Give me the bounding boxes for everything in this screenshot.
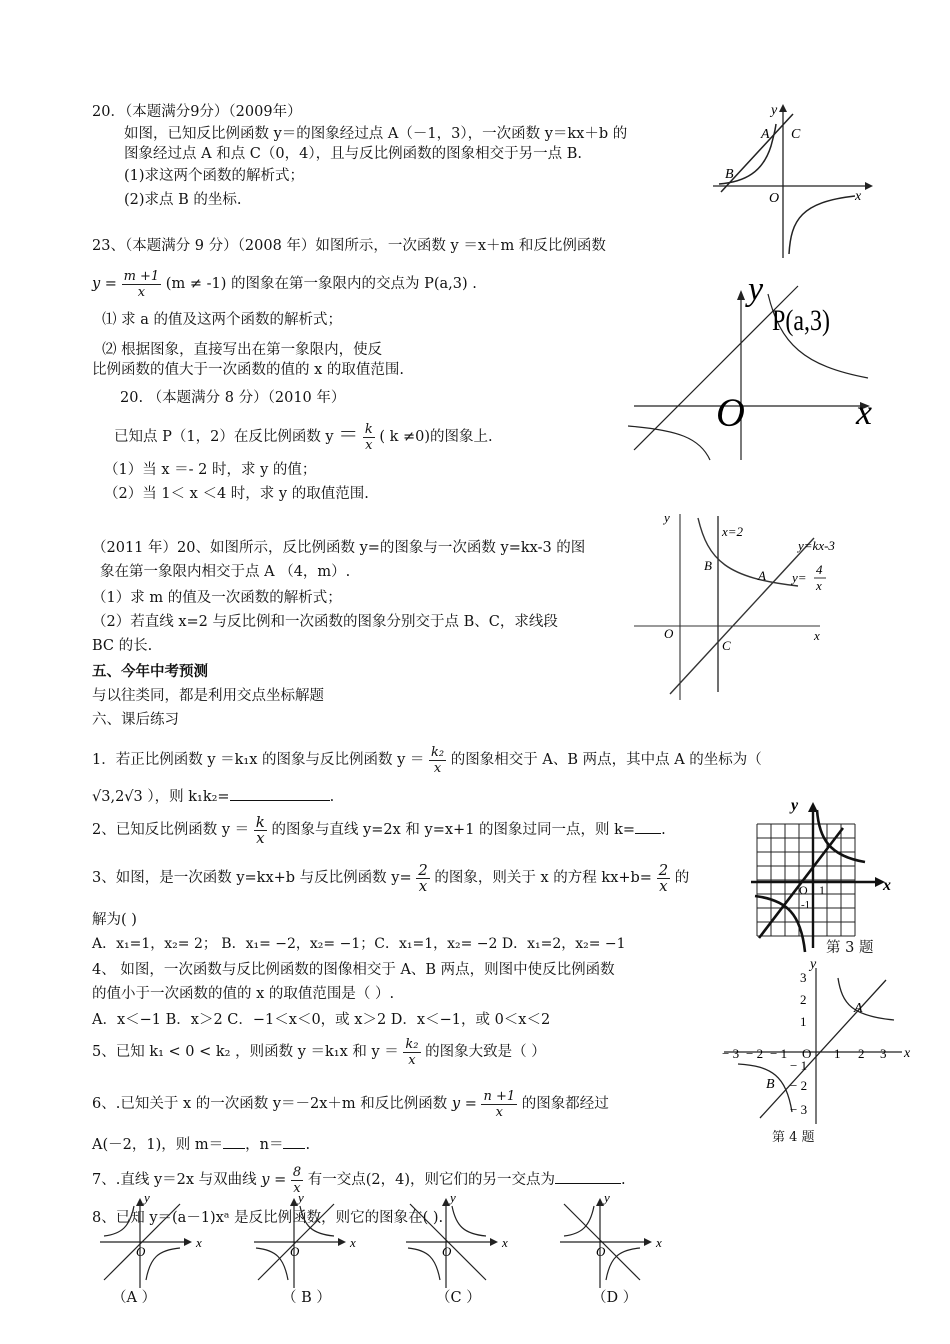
p1-line1 xyxy=(92,744,762,784)
p8c-label-o: O xyxy=(442,1244,452,1259)
p4-label-a: A xyxy=(854,1001,863,1016)
p6-text-l2b: ，n＝ xyxy=(245,1137,284,1153)
p6-m-blank[interactable] xyxy=(223,1134,245,1149)
q2008-eq-rest: (m ≠ -1) 的图象在第一象限内的交点为 P(a,3) . xyxy=(165,276,477,292)
q2009-part1: (1)求这两个函数的解析式； xyxy=(124,168,305,184)
p2-answer-blank[interactable] xyxy=(635,819,661,834)
p1-frac-den: x xyxy=(433,760,442,776)
p8c-x-arrow xyxy=(490,1238,498,1246)
p4-ytick-4: − 2 xyxy=(790,1078,808,1093)
q2009-part2: (2)求点 B 的坐标. xyxy=(124,192,242,208)
q2011-label-y: y xyxy=(664,510,670,525)
q2009-heading: 20．（本题满分9分）（2009年） xyxy=(92,104,302,120)
p8c-label-y: y xyxy=(450,1192,456,1205)
q2011-label-hyp-num: 4 xyxy=(816,562,823,577)
q2008-frac-num: m +1 xyxy=(123,268,160,284)
q2009-y-arrow xyxy=(779,104,787,112)
p3-frac2-num: 2 xyxy=(658,860,669,879)
p3-frac-num: 2 xyxy=(418,860,428,879)
q2009-label-a: A xyxy=(761,127,770,142)
q2010-frac-den: x xyxy=(365,437,373,453)
p4-ytick-1: 2 xyxy=(800,992,807,1007)
p3-grid xyxy=(757,824,855,936)
p7-text-a: 7、.直线 y＝2x 与双曲线 xyxy=(92,1172,257,1188)
q2010-fraction xyxy=(363,422,375,453)
q2008-label-x: x xyxy=(856,392,872,432)
p6-frac-num: n +1 xyxy=(483,1088,516,1104)
p8a-hyp-1 xyxy=(104,1206,134,1236)
p3-line2: 解为( ) xyxy=(92,912,137,928)
q2011-label-a: A xyxy=(758,568,766,583)
p4-label-x: x xyxy=(904,1046,911,1061)
p1-text-a: 1．若正比例函数 y ＝k₁x 的图象与反比例函数 y ＝ xyxy=(92,752,425,768)
q2011-line-kx xyxy=(670,538,814,694)
p5-text-b: 的图象大致是（ ） xyxy=(425,1044,546,1060)
p6-frac-den: x xyxy=(495,1104,503,1120)
p4-hyperbola-left xyxy=(738,1064,792,1112)
p4-figure xyxy=(718,960,918,1126)
p2-text-a: 2、已知反比例函数 y ＝ xyxy=(92,822,250,838)
p3-options: A．x₁=1，x₂= 2； B．x₁= −2，x₂= −1；C．x₁=1，x₂= −2 D．x₁=2，x₂= −1 xyxy=(92,936,626,952)
q2011-label-hyp-den: x xyxy=(816,578,822,593)
p6-n-blank[interactable] xyxy=(283,1134,305,1149)
p8-option-b[interactable]: （ B ） xyxy=(282,1290,331,1306)
q2009-label-c: C xyxy=(791,127,801,142)
p6-text-l2: A(－2，1)，则 m＝ xyxy=(92,1137,224,1153)
p4-line1: 4、 如图，一次函数与反比例函数的图像相交于 A、B 两点，则图中使反比例函数 xyxy=(92,962,615,978)
q2010-line1-a: 已知点 P（1，2）在反比例函数 y xyxy=(114,429,334,445)
q2009-label-b: B xyxy=(725,167,734,182)
p7-frac-num: 8 xyxy=(292,1164,302,1180)
p1-answer-blank[interactable] xyxy=(230,786,330,801)
p8d-hyp-1 xyxy=(564,1206,594,1236)
q2011-figure xyxy=(630,508,850,702)
p7-eq: y = xyxy=(261,1172,287,1188)
q2008-eq-lhs: y = xyxy=(92,276,117,292)
q2010-line1 xyxy=(114,418,493,458)
q2008-label-y: y xyxy=(748,272,764,308)
q2010-part1: （1）当 x ＝- 2 时，求 y 的值； xyxy=(104,462,317,478)
p4-xtick-5: 3 xyxy=(880,1046,887,1061)
p4-line2: 的值小于一次函数的值的 x 的取值范围是（ ）. xyxy=(92,986,395,1002)
p5-line xyxy=(92,1036,546,1080)
p3-line1 xyxy=(92,862,689,906)
p8d-y-arrow xyxy=(596,1198,604,1206)
q2009-label-x: x xyxy=(855,189,862,204)
p8a-label-x: x xyxy=(196,1235,202,1250)
p8b-x-arrow xyxy=(338,1238,346,1246)
p4-label-y: y xyxy=(810,960,817,972)
section5-title: 五、今年中考预测 xyxy=(92,664,208,680)
p3-frac-den: x xyxy=(418,876,428,895)
q2011-label-o: O xyxy=(664,626,674,641)
p5-frac-den: x xyxy=(408,1052,416,1068)
q2009-line2: 图象经过点 A 和点 C（0，4），且与反比例函数的图象相交于另一点 B. xyxy=(124,146,582,162)
p3-text-c: 的 xyxy=(674,870,690,886)
p6-fraction xyxy=(481,1089,517,1120)
q2011-label-hyp: y= xyxy=(792,570,807,585)
p8-line: 8、已知 y＝(a－1)xᵃ 是反比例函数，则它的图象在( ). xyxy=(92,1210,444,1226)
p8a-label-y: y xyxy=(144,1192,150,1205)
p4-ytick-2: 1 xyxy=(800,1014,807,1029)
p8b-hyp-2 xyxy=(256,1248,288,1280)
p2-fraction xyxy=(254,812,267,847)
q2008-part2-cont: 比例函数的值大于一次函数的值的 x 的取值范围. xyxy=(92,362,405,378)
q2010-line1-b: ( k ≠0)的图象上. xyxy=(379,429,493,445)
p8a-y-arrow xyxy=(136,1198,144,1206)
q2011-part2-cont: BC 的长. xyxy=(92,638,153,654)
p7-frac-den: x xyxy=(293,1180,301,1196)
p4-label-o: O xyxy=(802,1046,812,1061)
q2010-heading: 20. （本题满分 8 分）（2010 年） xyxy=(120,390,346,406)
p8d-x-arrow xyxy=(644,1238,652,1246)
p7-text-b: 有一交点(2，4)，则它们的另一交点为 xyxy=(307,1172,555,1188)
p7-fraction xyxy=(291,1165,303,1196)
p3-label-neg1: -1 xyxy=(801,899,811,911)
p8b-label-x: x xyxy=(350,1235,356,1250)
p8a-x-arrow xyxy=(184,1238,192,1246)
p2-text-b: 的图象与直线 y=2x 和 y=x+1 的图象过同一点，则 k= xyxy=(271,822,636,838)
p3-text-b: 的图象，则关于 x 的方程 kx+b= xyxy=(434,870,652,886)
p8c-hyp-2 xyxy=(408,1248,440,1280)
p8c-label-x: x xyxy=(502,1235,508,1250)
q2011-hyperbola xyxy=(698,518,798,586)
q2011-label-x2: x=2 xyxy=(722,524,744,539)
section5-text: 与以往类同，都是利用交点坐标解题 xyxy=(92,688,324,704)
p8-figure-a xyxy=(96,1192,216,1292)
p3-hyperbola-left xyxy=(755,896,805,952)
q2008-label-o: O xyxy=(716,390,745,435)
q2009-label-o: O xyxy=(769,191,780,206)
p6-line2 xyxy=(92,1134,310,1155)
q2011-label-b: B xyxy=(704,558,712,573)
q2008-label-p: P(a,3) xyxy=(772,303,830,337)
p4-xtick-0: − 3 xyxy=(722,1046,740,1061)
q2009-x-arrow xyxy=(865,182,873,190)
p1-text-b: 的图象相交于 A、B 两点，其中点 A 的坐标为（ xyxy=(450,752,762,768)
p3-label-y: y xyxy=(791,798,799,814)
p8d-label-o: O xyxy=(596,1244,606,1259)
q2011-label-kx: y=kx-3 xyxy=(798,538,835,553)
q2008-part2: ⑵ 根据图象，直接写出在第一象限内，使反 xyxy=(102,342,383,358)
p1-text-d: . xyxy=(329,789,335,805)
q2011-part1: （1）求 m 的值及一次函数的解析式； xyxy=(92,590,342,606)
p8-figure-d xyxy=(556,1192,676,1292)
p8-option-a[interactable]: （A ） xyxy=(112,1290,157,1306)
p3-label-x: x xyxy=(883,877,891,894)
p3-figure xyxy=(745,798,895,956)
p6-line1 xyxy=(92,1088,609,1132)
p8d-label-y: y xyxy=(604,1192,610,1205)
p4-xtick-3: 1 xyxy=(834,1046,841,1061)
q2008-figure xyxy=(628,272,888,462)
q2011-line2: 象在第一象限内相交于点 A （4，m）. xyxy=(100,564,351,580)
p2-frac-num: k xyxy=(255,812,265,831)
p5-fraction xyxy=(403,1037,420,1068)
p4-label-b: B xyxy=(766,1077,775,1092)
q2010-eq-sign: ＝ xyxy=(338,422,359,446)
p3-caption: 第 3 题 xyxy=(826,940,874,956)
p1-text-c: √3,2√3 ），则 k₁k₂= xyxy=(92,789,230,805)
p7-answer-blank[interactable] xyxy=(555,1169,621,1184)
q2009-hyperbola-right xyxy=(789,196,855,254)
p6-text-b: 的图象都经过 xyxy=(521,1096,609,1112)
q2010-part2: （2）当 1＜ x ＜4 时，求 y 的取值范围. xyxy=(104,486,369,502)
p6-text-l2c: . xyxy=(305,1137,311,1153)
p4-hyperbola-right xyxy=(838,978,894,1020)
p2-frac-den: x xyxy=(256,828,265,847)
p5-text-a: 5、已知 k₁ < 0 < k₂ ，则函数 y ＝k₁x 和 y ＝ xyxy=(92,1044,399,1060)
p8a-label-o: O xyxy=(136,1244,146,1259)
p1-fraction xyxy=(429,745,446,776)
p3-frac2-den: x xyxy=(659,876,668,895)
p4-xtick-1: − 2 xyxy=(746,1046,764,1061)
p3-label-one: 1 xyxy=(819,883,825,897)
q2009-label-y: y xyxy=(771,103,778,118)
q2008-line1: 23、（本题满分 9 分）（2008 年）如图所示，一次函数 y ＝x＋m 和反比例函数 xyxy=(92,238,606,254)
p8b-label-o: O xyxy=(290,1244,300,1259)
p8c-hyp-1 xyxy=(452,1206,486,1236)
p2-text-c: . xyxy=(661,822,666,838)
q2009-figure xyxy=(705,100,875,260)
q2009-line1: 如图，已知反比例函数 y＝的图象经过点 A（－1，3），一次函数 y＝kx＋b 的 xyxy=(124,126,628,142)
p3-fraction xyxy=(416,860,430,895)
q2008-y-arrow xyxy=(737,290,745,300)
p3-text-a: 3、如图，是一次函数 y=kx+b 与反比例函数 y= xyxy=(92,870,412,886)
p6-text-a: 6、.已知关于 x 的一次函数 y＝－2x＋m 和反比例函数 xyxy=(92,1096,448,1112)
p8-figure-c xyxy=(402,1192,522,1292)
p2-line xyxy=(92,814,666,858)
q2008-frac-den: x xyxy=(137,284,146,300)
p8c-y-arrow xyxy=(442,1198,450,1206)
q2011-part2: （2）若直线 x=2 与反比例和一次函数的图象分别交于点 B、C，求线段 xyxy=(92,614,558,630)
p4-xtick-4: 2 xyxy=(858,1046,865,1061)
p4-ytick-0: 3 xyxy=(800,970,807,985)
p8b-y-arrow xyxy=(290,1198,298,1206)
q2011-label-x: x xyxy=(814,628,820,643)
p1-frac-num: k₂ xyxy=(431,744,445,760)
p6-eq: y = xyxy=(451,1096,477,1112)
p1-line2 xyxy=(92,786,334,807)
p3-label-o: O xyxy=(799,883,808,897)
section6-title: 六、课后练习 xyxy=(92,712,179,728)
q2008-equation xyxy=(92,268,477,308)
q2010-frac-num: k xyxy=(364,421,373,437)
p4-xtick-2: − 1 xyxy=(770,1046,788,1061)
p4-ytick-3: − 1 xyxy=(790,1058,808,1073)
p3-fraction2 xyxy=(657,860,671,895)
p8b-label-y: y xyxy=(298,1192,304,1205)
p8-option-c[interactable]: （C ） xyxy=(436,1290,481,1306)
q2011-line1: （2011 年）20、如图所示，反比例函数 y=的图象与一次函数 y=kx-3 的图 xyxy=(92,540,586,556)
p4-caption: 第 4 题 xyxy=(772,1130,815,1145)
p8-option-d[interactable]: （D ） xyxy=(592,1290,638,1306)
p7-text-c: . xyxy=(620,1172,626,1188)
p4-ytick-5: − 3 xyxy=(790,1102,808,1117)
p8d-label-x: x xyxy=(656,1235,662,1250)
q2008-part1: ⑴ 求 a 的值及这两个函数的解析式； xyxy=(102,312,342,328)
q2008-fraction xyxy=(122,269,162,300)
p4-options: A．x＜−1 B．x＞2 C．−1＜x＜0，或 x＞2 D．x＜−1，或 0＜x＜2 xyxy=(92,1012,551,1028)
p8-figure-b xyxy=(250,1192,370,1292)
p5-frac-num: k₂ xyxy=(405,1036,419,1052)
p8a-hyp-2 xyxy=(146,1248,180,1280)
q2011-label-c: C xyxy=(722,638,731,653)
